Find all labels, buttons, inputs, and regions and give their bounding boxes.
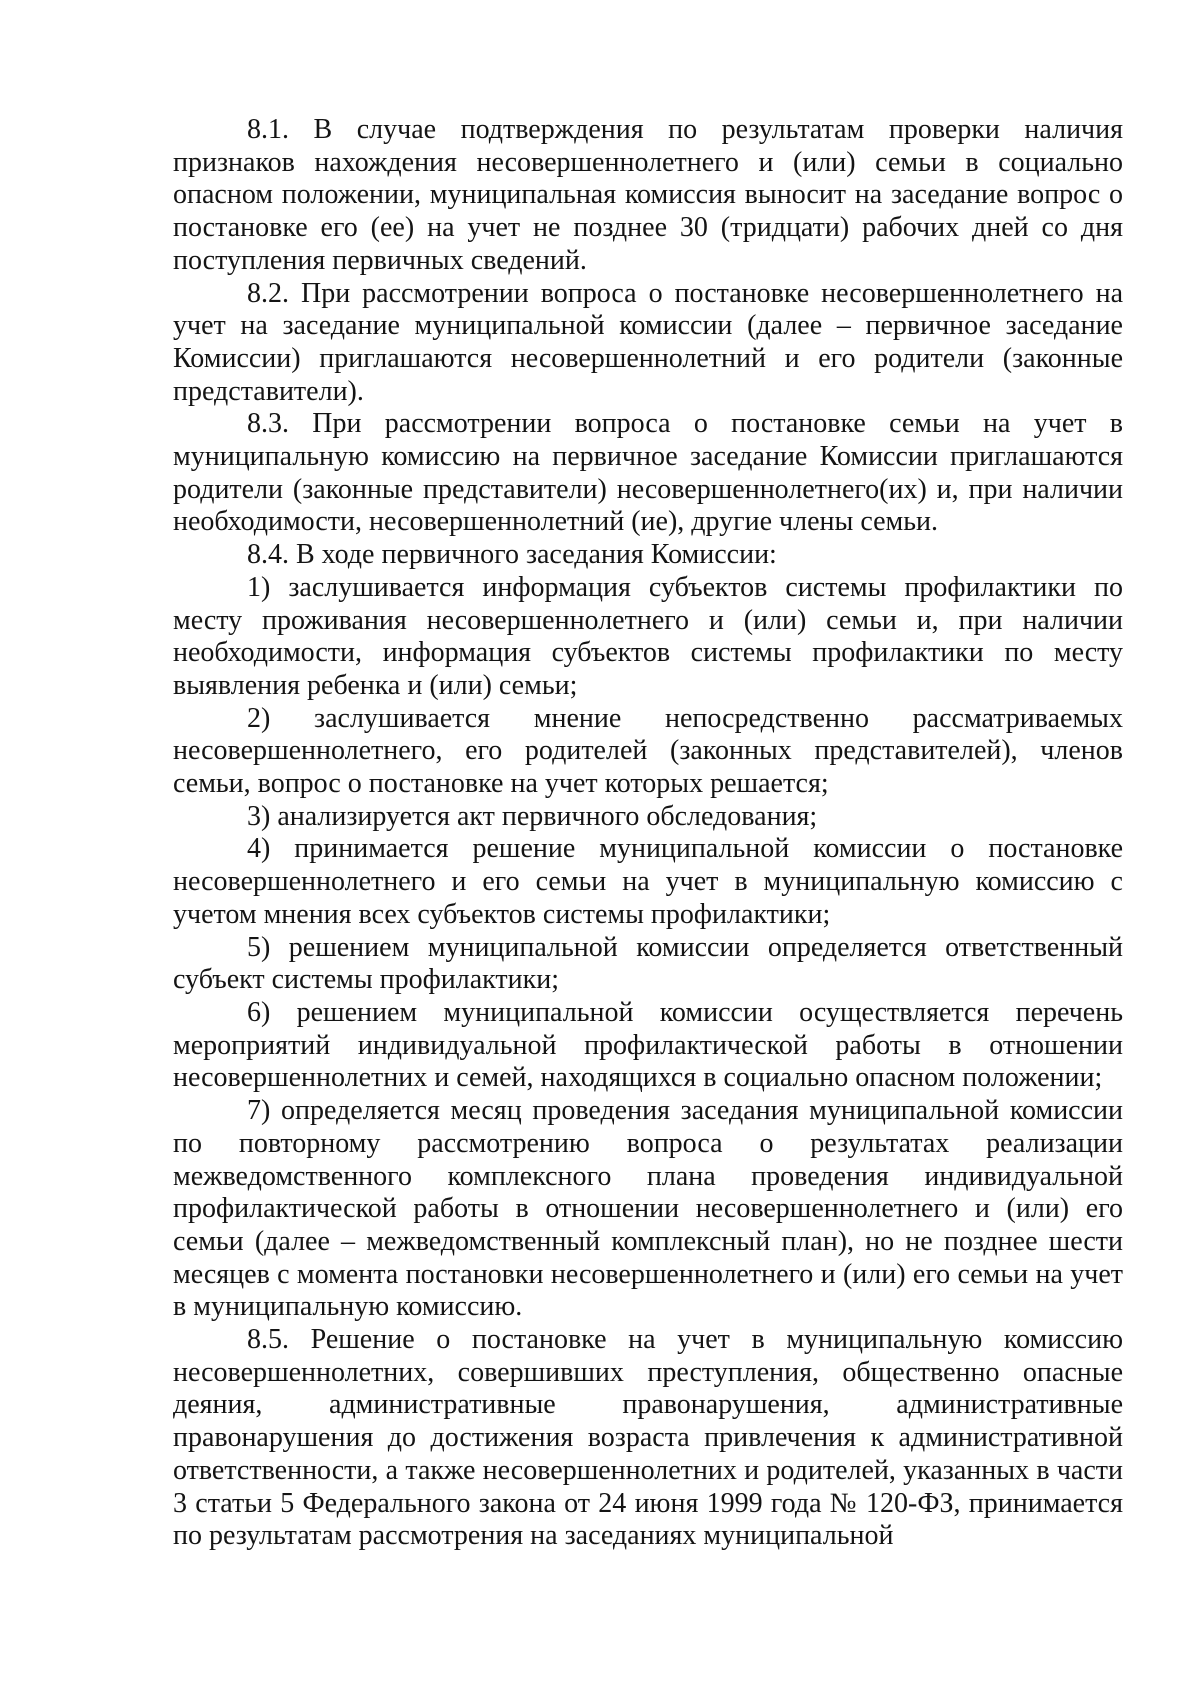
list-item-7: 7) определяется месяц проведения заседания муниципальной комиссии по повторному рассмотрению вопроса о результатах реализации межведомственного комплексного плана проведения индивидуальной профилактической работы в отношении несовершеннолетнего и (или) его семьи (далее – межведомственный комплексный план), но не позднее шести месяцев с момента постановки несовершеннолетнего и (или) его семьи на учет в муниципальную комиссию.	[173, 1095, 1123, 1323]
list-item-2: 2) заслушивается мнение непосредственно рассматриваемых несовершеннолетнего, его родителей (законных представителей), членов семьи, вопрос о постановке на учет которых решается;	[173, 702, 1123, 800]
paragraph-8-1: 8.1. В случае подтверждения по результатам проверки наличия признаков нахождения несовершеннолетнего и (или) семьи в социально опасном положении, муниципальная комиссия выносит на заседание вопрос о постановке его (ее) на учет не позднее 30 (тридцати) рабочих дней со дня поступления первичных сведений.	[173, 114, 1123, 276]
list-item-3: 3) анализируется акт первичного обследования;	[247, 800, 818, 832]
paragraph-8-3: 8.3. При рассмотрении вопроса о постановке семьи на учет в муниципальную комиссию на первичное заседание Комиссии приглашаются родители (законные представители) несовершеннолетнего(их) и, при наличии необходимости, несовершеннолетний (ие), другие члены семьи.	[173, 408, 1123, 538]
list-item-5: 5) решением муниципальной комиссии определяется ответственный субъект системы профилактики;	[173, 931, 1123, 996]
paragraph-8-4-heading: 8.4. В ходе первичного заседания Комиссии:	[247, 539, 777, 571]
paragraph-8-2: 8.2. При рассмотрении вопроса о постановке несовершеннолетнего на учет на заседание муниципальной комиссии (далее – первичное заседание Комиссии) приглашаются несовершеннолетний и его родители (законные представители).	[173, 277, 1123, 407]
list-item-1: 1) заслушивается информация субъектов системы профилактики по месту проживания несовершеннолетнего и (или) семьи и, при наличии необходимости, информация субъектов системы профилактики по месту выявления ребенка и (или) семьи;	[173, 571, 1123, 701]
list-item-6: 6) решением муниципальной комиссии осуществляется перечень мероприятий индивидуальной профилактической работы в отношении несовершеннолетних и семей, находящихся в социально опасном положении;	[173, 996, 1123, 1094]
paragraph-8-5: 8.5. Решение о постановке на учет в муниципальную комиссию несовершеннолетних, совершивших преступления, общественно опасные деяния, административные правонарушения, административные правонарушения до достижения возраста привлечения к административной ответственности, а также несовершеннолетних и родителей, указанных в части 3 статьи 5 Федерального закона от 24 июня 1999 года № 120-ФЗ, принимается по результатам рассмотрения на заседаниях муниципальной	[173, 1324, 1123, 1552]
document-body	[173, 114, 1123, 1553]
list-item-4: 4) принимается решение муниципальной комиссии о постановке несовершеннолетнего и его семьи на учет в муниципальную комиссию с учетом мнения всех субъектов системы профилактики;	[173, 833, 1123, 930]
